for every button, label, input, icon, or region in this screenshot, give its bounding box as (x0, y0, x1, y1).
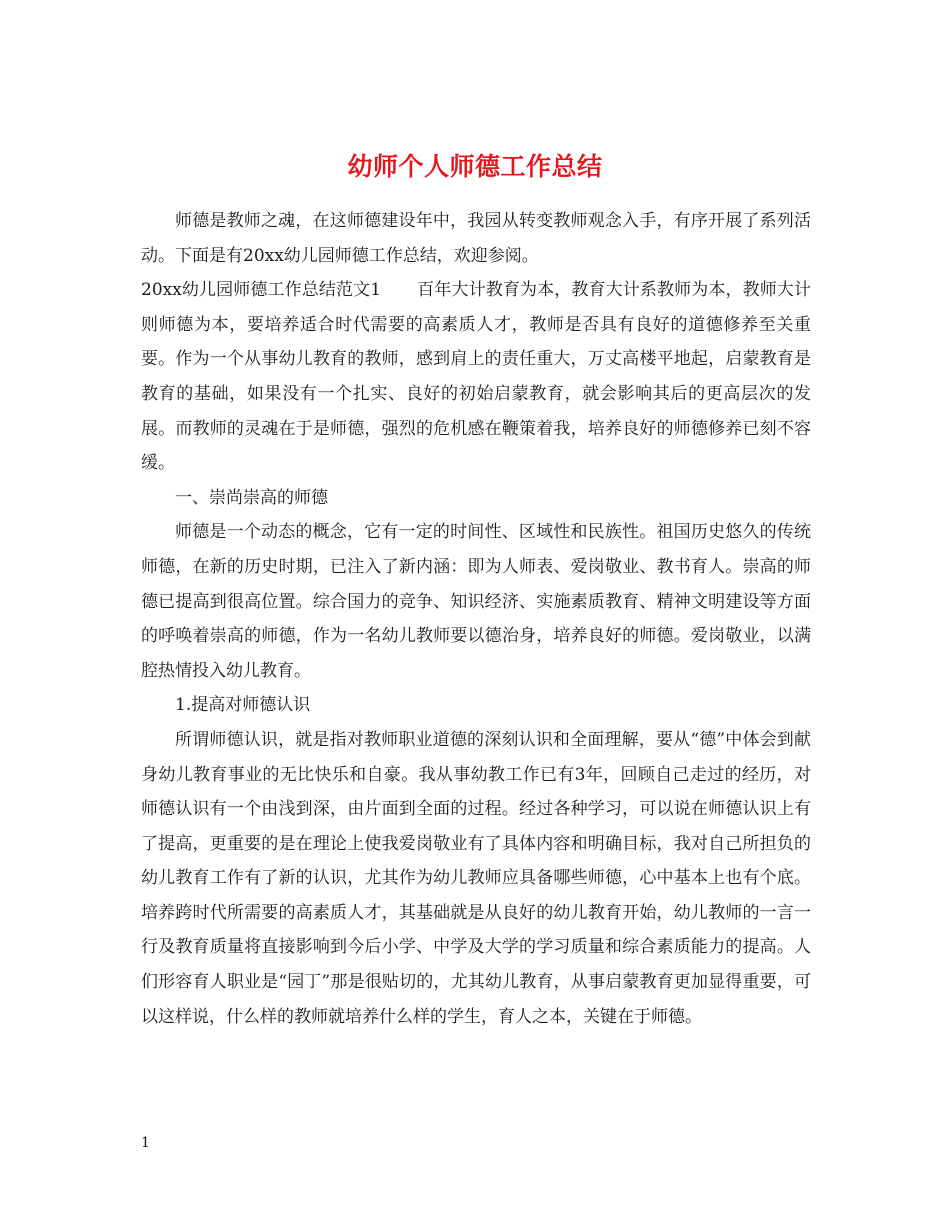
subsection-1-heading: 1.提高对师德认识 (175, 695, 311, 716)
intro-paragraph: 师德是教师之魂，在这师德建设年中，我园从转变教师观念入手，有序开展了系列活动。下面是有20xx幼儿园师德工作总结，欢迎参阅。 (141, 211, 811, 266)
document-body (141, 204, 811, 1034)
subsection-1-paragraph: 所谓师德认识，就是指对教师职业道德的深刻认识和全面理解，要从“德”中体会到献身幼儿教育事业的无比快乐和自豪。我从事幼教工作已有3年，回顾自己走过的经历，对师德认识有一个由浅到深，由片面到全面的过程。经过各种学习，可以说在师德认识上有了提高，更重要的是在理论上使我爱岗敬业有了具体内容和明确目标，我对自己所担负的幼儿教育工作有了新的认识，尤其作为幼儿教师应具备哪些师德，心中基本上也有个底。培养跨时代所需要的高素质人才，其基础就是从良好的幼儿教育开始，幼儿教师的一言一行及教育质量将直接影响到今后小学、中学及大学的学习质量和综合素质能力的提高。人们形容育人职业是“园丁”那是很贴切的，尤其幼儿教育，从事启蒙教育更加显得重要，可以这样说，什么样的教师就培养什么样的学生，育人之本，关键在于师德。 (141, 729, 811, 1027)
sample-paragraph (141, 273, 811, 481)
document-title: 幼师个人师德工作总结 (347, 151, 603, 181)
sample-heading: 20xx幼儿园师德工作总结范文1 (141, 280, 382, 301)
page-number: 1 (141, 1135, 150, 1151)
section-1-heading: 一、崇尚崇高的师德 (175, 487, 328, 508)
section-1-paragraph: 师德是一个动态的概念，它有一定的时间性、区域性和民族性。祖国历史悠久的传统师德，在新的历史时期，已注入了新内涵：即为人师表、爱岗敬业、教书育人。崇高的师德已提高到很高位置。综合国力的竞争、知识经济、实施素质教育、精神文明建设等方面的呼唤着崇高的师德，作为一名幼儿教师要以德治身，培养良好的师德。爱岗敬业，以满腔热情投入幼儿教育。 (141, 522, 811, 681)
sample-body: 百年大计教育为本，教育大计系教师为本，教师大计则师德为本，要培养适合时代需要的高素质人才，教师是否具有良好的道德修养至关重要。作为一个从事幼儿教育的教师，感到肩上的责任重大，万丈高楼平地起，启蒙教育是教育的基础，如果没有一个扎实、良好的初始启蒙教育，就会影响其后的更高层次的发展。而教师的灵魂在于是师德，强烈的危机感在鞭策着我，培养良好的师德修养已刻不容缓。 (141, 280, 811, 474)
